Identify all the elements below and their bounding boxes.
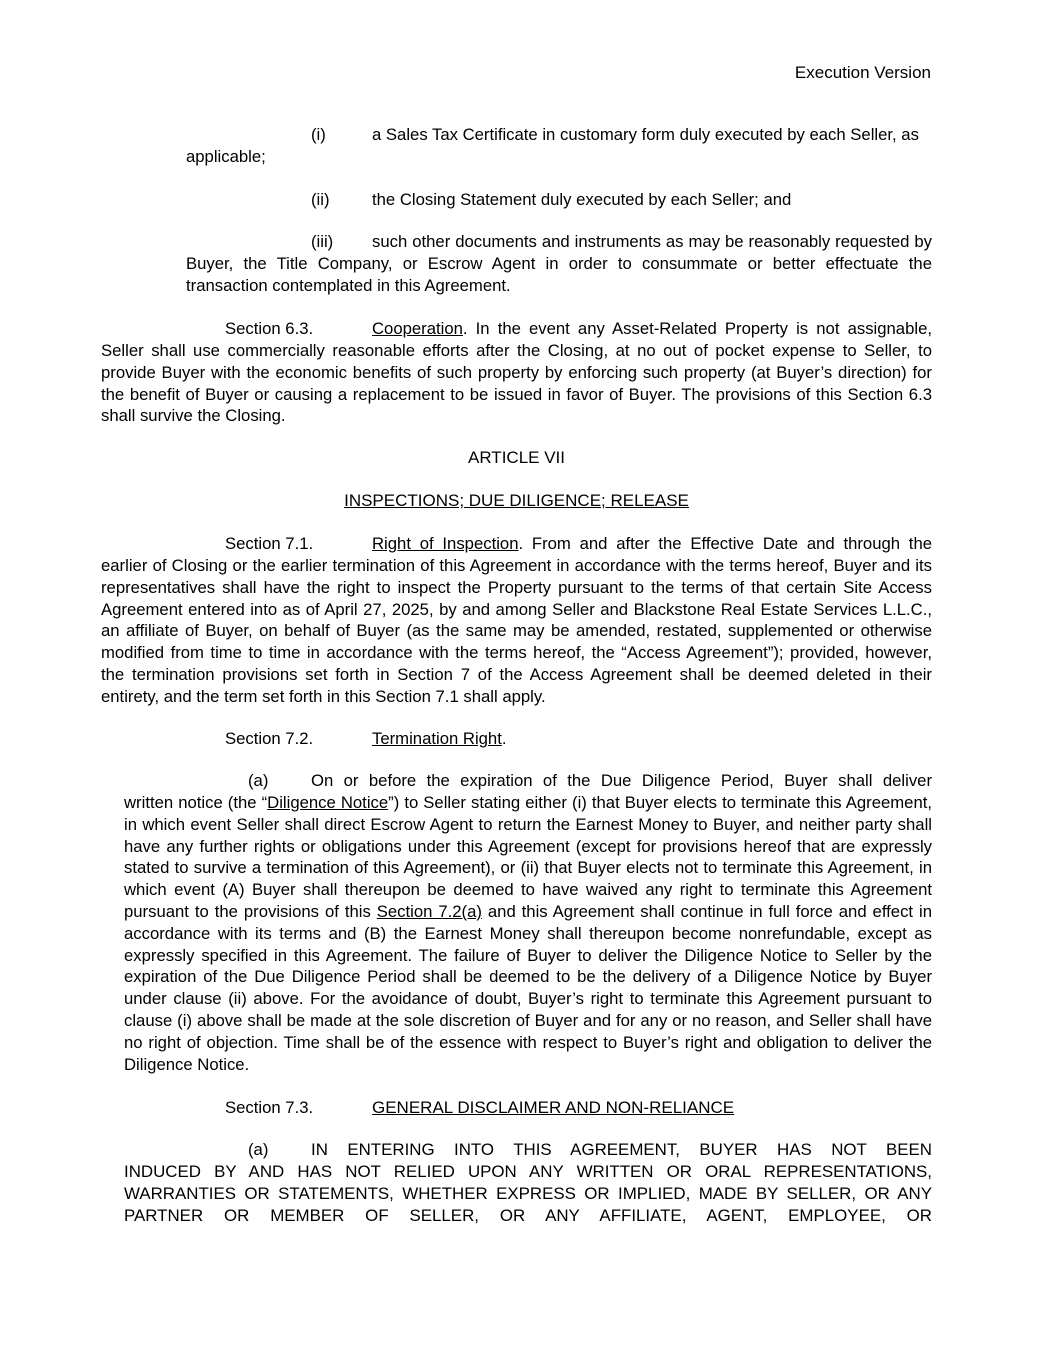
item-ii-text: the Closing Statement duly executed by each Seller; and xyxy=(372,190,792,209)
section-6-3-body: Seller shall use commercially reasonable efforts after the Closing, at no out of pocket expense to Seller, to provide Buyer with the economic benefits of such property by enforcing such property (at Buyer’s direction) for the benefit of Buyer or causing a replacement to be issued in favor of Buyer. The provisions of this Section 6.3 shall survive the Closing. xyxy=(101,341,932,426)
section-7-2-title-period: . xyxy=(501,729,507,748)
item-iii-continuation: Buyer, the Title Company, or Escrow Agent in order to consummate or better effectuate the transaction contemplated in this Agreement. xyxy=(186,254,932,295)
section-7-3-number: Section 7.3. xyxy=(225,1098,314,1117)
item-iii-number: (iii) xyxy=(311,232,334,251)
section-7-3-a-first-line: IN ENTERING INTO THIS AGREEMENT, BUYER HAS NOT BEEN xyxy=(311,1140,932,1159)
section-6-3-first-line xyxy=(372,318,932,340)
section-7-2-title: Termination Right xyxy=(372,729,502,748)
section-7-2-a-reference: Section 7.2(a) xyxy=(376,901,482,921)
section-7-3-title: GENERAL DISCLAIMER AND NON-RELIANCE xyxy=(372,1098,735,1117)
item-ii-number: (ii) xyxy=(311,190,330,209)
section-7-3-heading xyxy=(372,1097,734,1119)
item-i-number: (i) xyxy=(311,125,326,144)
section-6-3-title: Cooperation xyxy=(372,319,463,338)
article-subtitle-text: INSPECTIONS; DUE DILIGENCE; RELEASE xyxy=(344,491,689,510)
diligence-notice-term: Diligence Notice xyxy=(267,793,389,812)
section-7-1-title: Right of Inspection xyxy=(372,534,519,553)
section-7-1-text-start: . From and after the Effective Date and through the xyxy=(518,534,933,553)
section-7-2-a-text-pre: written notice (the “ xyxy=(124,793,268,812)
section-7-1-first-line xyxy=(372,533,932,555)
article-title: ARTICLE VII xyxy=(468,448,565,467)
section-7-2-a-number: (a) xyxy=(248,771,269,790)
section-7-3-a-body: INDUCED BY AND HAS NOT RELIED UPON ANY WRITTEN OR ORAL REPRESENTATIONS, WARRANTIES OR STATEMENTS, WHETHER EXPRESS OR IMPLIED, MADE BY SELLER, OR ANY PARTNER OR MEMBER OF SELLER, OR ANY AFFILIATE, AGENT, EMPLOYEE, OR xyxy=(124,1162,932,1225)
article-subtitle xyxy=(101,490,932,512)
section-7-1-number: Section 7.1. xyxy=(225,534,314,553)
section-7-1-body: earlier of Closing or the earlier termination of this Agreement in accordance with the terms hereof, Buyer and its representatives shall have the right to inspect the Property pursuant to the terms of that certain Site Access Agreement entered into as of April 27, 2025, by and among Seller and Blackstone Real Estate Services L.L.C., an affiliate of Buyer, on behalf of Buyer (as the same may be amended, restated, supplemented or otherwise modified from time to time in accordance with the terms hereof, the “Access Agreement”); provided, however, the termination provisions set forth in Section 7 of the Access Agreement shall be deemed deleted in their entirety, and the term set forth in this Section 7.1 shall apply. xyxy=(101,556,932,706)
section-7-2-a-first-line: On or before the expiration of the Due Diligence Period, Buyer shall deliver xyxy=(311,771,932,790)
section-6-3-text-start: . In the event any Asset-Related Property is not assignable, xyxy=(462,319,932,338)
section-7-2-number: Section 7.2. xyxy=(225,729,314,748)
item-i-text: a Sales Tax Certificate in customary form duly executed by each Seller, as xyxy=(372,125,919,144)
section-7-2-a-text-end: and this Agreement shall continue in full force and effect in accordance with its terms and (B) the Earnest Money shall thereupon become nonrefundable, except as expressly specified in this Agreement. The failure of Buyer to deliver the Diligence Notice to Seller by the expiration of the Due Diligence Period shall be deemed to be the delivery of a Diligence Notice by Buyer under clause (ii) above. For the avoidance of doubt, Buyer’s right to terminate this Agreement pursuant to clause (i) above shall be made at the sole discretion of Buyer and for any or no reason, and Seller shall have no right of objection. Time shall be of the essence with respect to Buyer’s right and obligation to deliver the Diligence Notice. xyxy=(124,901,932,1074)
section-7-3-a-number: (a) xyxy=(248,1140,269,1159)
item-iii-text: such other documents and instruments as may be reasonably requested by xyxy=(372,232,932,251)
execution-version-label: Execution Version xyxy=(794,63,931,82)
section-6-3-number: Section 6.3. xyxy=(225,319,314,338)
section-7-2-a-text-post: ”) to Seller stating either (i) that Buyer elects to terminate this Agreement, in which event Seller shall direct Escrow Agent to return the Earnest Money to Buyer, and neither party shall have any further rights or obligations under this Agreement (except for provisions hereof that are expressly stated to survive a termination of this Agreement), or (ii) that Buyer elects not to terminate this Agreement, in which event (A) Buyer shall thereupon be deemed to have waived any right to terminate this Agreement pursuant to the provisions of this xyxy=(124,793,933,921)
section-7-2-heading xyxy=(372,728,507,750)
item-i-continuation: applicable; xyxy=(186,147,266,166)
section-7-2-a-body xyxy=(124,792,932,1075)
